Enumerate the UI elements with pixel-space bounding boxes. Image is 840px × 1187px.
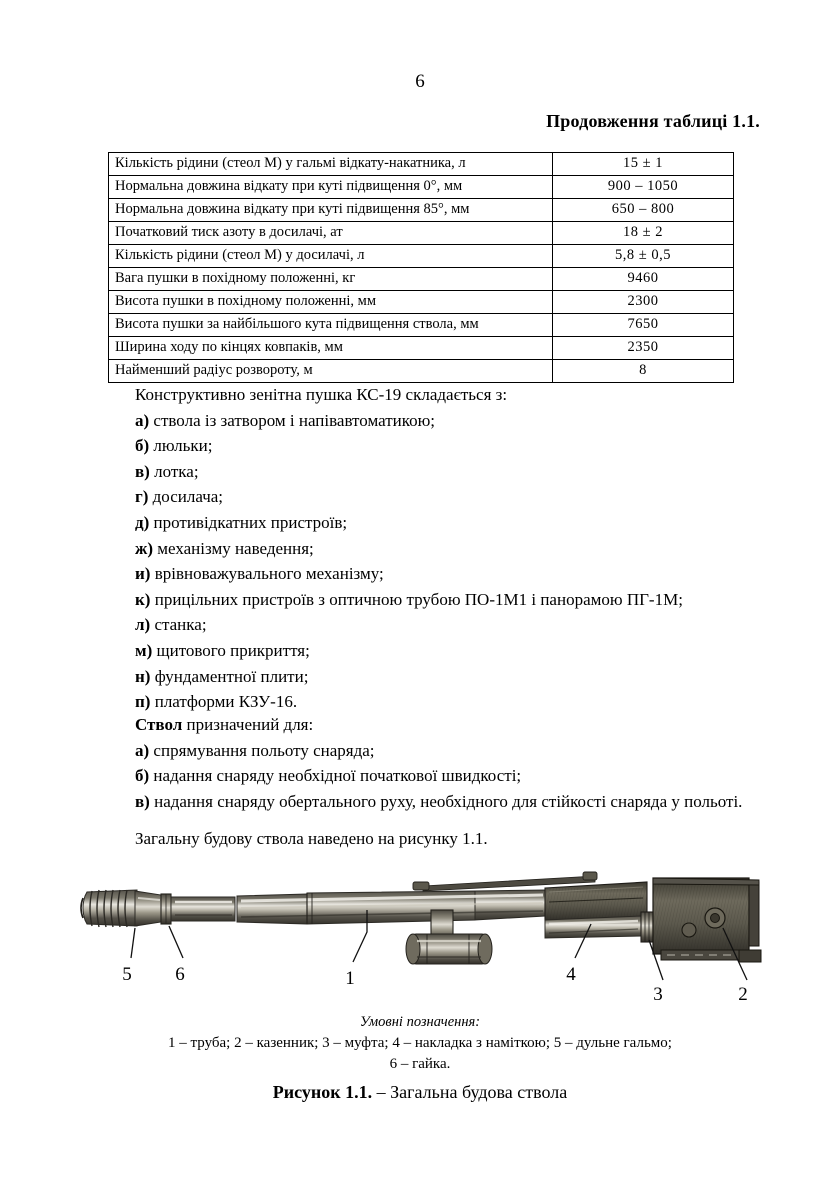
figure-number-line xyxy=(0,1082,840,1103)
table-row xyxy=(109,222,734,245)
item-marker: м) xyxy=(135,640,153,660)
purpose-lead-bold: Ствол xyxy=(135,715,183,734)
composition-item xyxy=(75,433,765,459)
item-marker: б) xyxy=(135,436,150,456)
composition-section xyxy=(75,382,765,715)
table-row xyxy=(109,153,734,176)
composition-item xyxy=(75,587,765,613)
composition-item xyxy=(75,561,765,587)
purpose-item xyxy=(75,789,765,815)
barrel-nut-part xyxy=(161,894,171,924)
item-text: лотка; xyxy=(149,461,199,481)
item-marker: а) xyxy=(135,740,150,760)
table-cell-value: 900 – 1050 xyxy=(553,176,734,199)
cover-plate-part xyxy=(545,882,647,920)
table-cell-value: 8 xyxy=(553,360,734,383)
figure-number: Рисунок 1.1. xyxy=(272,1082,373,1102)
coupling-muff-part xyxy=(641,912,653,942)
item-marker: и) xyxy=(135,564,151,584)
callout-5: 5 xyxy=(122,964,132,985)
composition-item xyxy=(75,408,765,434)
composition-lead: Конструктивно зенітна пушка КС-19 складається з: xyxy=(135,385,508,404)
table-cell-value: 7650 xyxy=(553,314,734,337)
callout-3: 3 xyxy=(653,984,663,1003)
barrel-tube-part xyxy=(237,890,545,924)
table-row xyxy=(109,291,734,314)
composition-item xyxy=(75,664,765,690)
item-marker: д) xyxy=(135,512,150,532)
table-cell-label: Нормальна довжина відкату при куті підвищення 85°, мм xyxy=(109,199,553,222)
composition-item xyxy=(75,459,765,485)
figure-reference-section xyxy=(75,826,765,852)
composition-item xyxy=(75,510,765,536)
item-text: станка; xyxy=(150,615,207,635)
callout-1: 1 xyxy=(345,968,355,989)
item-text: надання снаряду обертального руху, необхідного для стійкості снаряда у польоті. xyxy=(149,791,743,811)
purpose-lead-rest: призначений для: xyxy=(182,715,314,734)
item-text: платформи КЗУ-16. xyxy=(150,692,298,712)
composition-item xyxy=(75,689,765,715)
table-cell-value: 650 – 800 xyxy=(553,199,734,222)
barrel-assembly-drawing xyxy=(75,858,775,1003)
composition-item xyxy=(75,536,765,562)
purpose-lead xyxy=(75,712,765,738)
callout-6: 6 xyxy=(175,964,185,985)
table-row xyxy=(109,268,734,291)
item-text: досилача; xyxy=(148,487,224,507)
table-cell-label: Кількість рідини (стеол М) у досилачі, л xyxy=(109,245,553,268)
figure-reference-text: Загальну будову ствола наведено на рисунку 1.1. xyxy=(135,829,488,848)
item-text: противідкатних пристроїв; xyxy=(149,512,348,532)
table-cell-label: Кількість рідини (стеол М) у гальмі відкату-накатника, л xyxy=(109,153,553,176)
item-marker: ж) xyxy=(135,538,153,558)
table-cell-value: 15 ± 1 xyxy=(553,153,734,176)
item-text: люльки; xyxy=(149,436,213,456)
table-cell-value: 5,8 ± 0,5 xyxy=(553,245,734,268)
table-row xyxy=(109,245,734,268)
item-text: прицільних пристроїв з оптичною трубою ПО-1М1 і панорамою ПГ-1М; xyxy=(150,589,683,609)
item-text: врівноважувального механізму; xyxy=(150,564,384,584)
table-cell-value: 2300 xyxy=(553,291,734,314)
item-text: механізму наведення; xyxy=(153,538,314,558)
table-cell-value: 9460 xyxy=(553,268,734,291)
muzzle-taper xyxy=(135,891,161,926)
item-marker: б) xyxy=(135,766,150,786)
table-cell-label: Висота пушки в похідному положенні, мм xyxy=(109,291,553,314)
table-cell-value: 2350 xyxy=(553,337,734,360)
table-cell-label: Вага пушки в похідному положенні, кг xyxy=(109,268,553,291)
figure-caption xyxy=(0,1012,840,1103)
front-barrel-section xyxy=(171,897,235,921)
item-marker: а) xyxy=(135,410,150,430)
item-text: надання снаряду необхідної початкової швидкості; xyxy=(149,766,522,786)
table-cell-label: Початковий тиск азоту в досилачі, ат xyxy=(109,222,553,245)
item-text: спрямування польоту снаряда; xyxy=(149,740,375,760)
purpose-item xyxy=(75,738,765,764)
legend-line-1: 1 – труба; 2 – казенник; 3 – муфта; 4 – накладка з наміткою; 5 – дульне гальмо; xyxy=(168,1035,672,1051)
table-row xyxy=(109,314,734,337)
rear-barrel-segment xyxy=(545,916,641,938)
callout-4: 4 xyxy=(566,964,576,985)
muzzle-brake-part xyxy=(81,890,137,927)
composition-item xyxy=(75,484,765,510)
composition-item xyxy=(75,612,765,638)
item-marker: л) xyxy=(135,615,151,635)
figure-title: – Загальна будова ствола xyxy=(372,1082,568,1102)
item-marker: в) xyxy=(135,791,150,811)
table-cell-value: 18 ± 2 xyxy=(553,222,734,245)
item-marker: г) xyxy=(135,487,149,507)
item-text: ствола із затвором і напівавтоматикою; xyxy=(149,410,436,430)
table-row xyxy=(109,360,734,383)
barrel-purpose-section xyxy=(75,712,765,814)
callout-labels xyxy=(122,964,748,1003)
table-body xyxy=(109,153,734,383)
table-cell-label: Нормальна довжина відкату при куті підвищення 0°, мм xyxy=(109,176,553,199)
legend-title: Умовні позначення: xyxy=(359,1014,481,1030)
table-row xyxy=(109,199,734,222)
callout-2: 2 xyxy=(738,984,748,1003)
table-cell-label: Ширина ходу по кінцях ковпаків, мм xyxy=(109,337,553,360)
table-row xyxy=(109,337,734,360)
item-text: фундаментної плити; xyxy=(150,666,309,686)
specifications-table xyxy=(108,152,734,383)
legend-line-2: 6 – гайка. xyxy=(389,1056,451,1072)
item-marker: п) xyxy=(135,692,151,712)
barrel-assembly-figure xyxy=(75,858,775,1003)
item-marker: в) xyxy=(135,461,150,481)
item-marker: к) xyxy=(135,589,151,609)
item-text: щитового прикриття; xyxy=(152,640,310,660)
table-cell-label: Висота пушки за найбільшого кута підвищення ствола, мм xyxy=(109,314,553,337)
purpose-item xyxy=(75,763,765,789)
composition-item xyxy=(75,638,765,664)
table-cell-label: Найменший радіус розвороту, м xyxy=(109,360,553,383)
table-row xyxy=(109,176,734,199)
item-marker: н) xyxy=(135,666,151,686)
continued-table-heading: Продовження таблиці 1.1. xyxy=(546,111,760,131)
breech-block-part xyxy=(653,878,761,962)
page-number: 6 xyxy=(415,71,425,92)
